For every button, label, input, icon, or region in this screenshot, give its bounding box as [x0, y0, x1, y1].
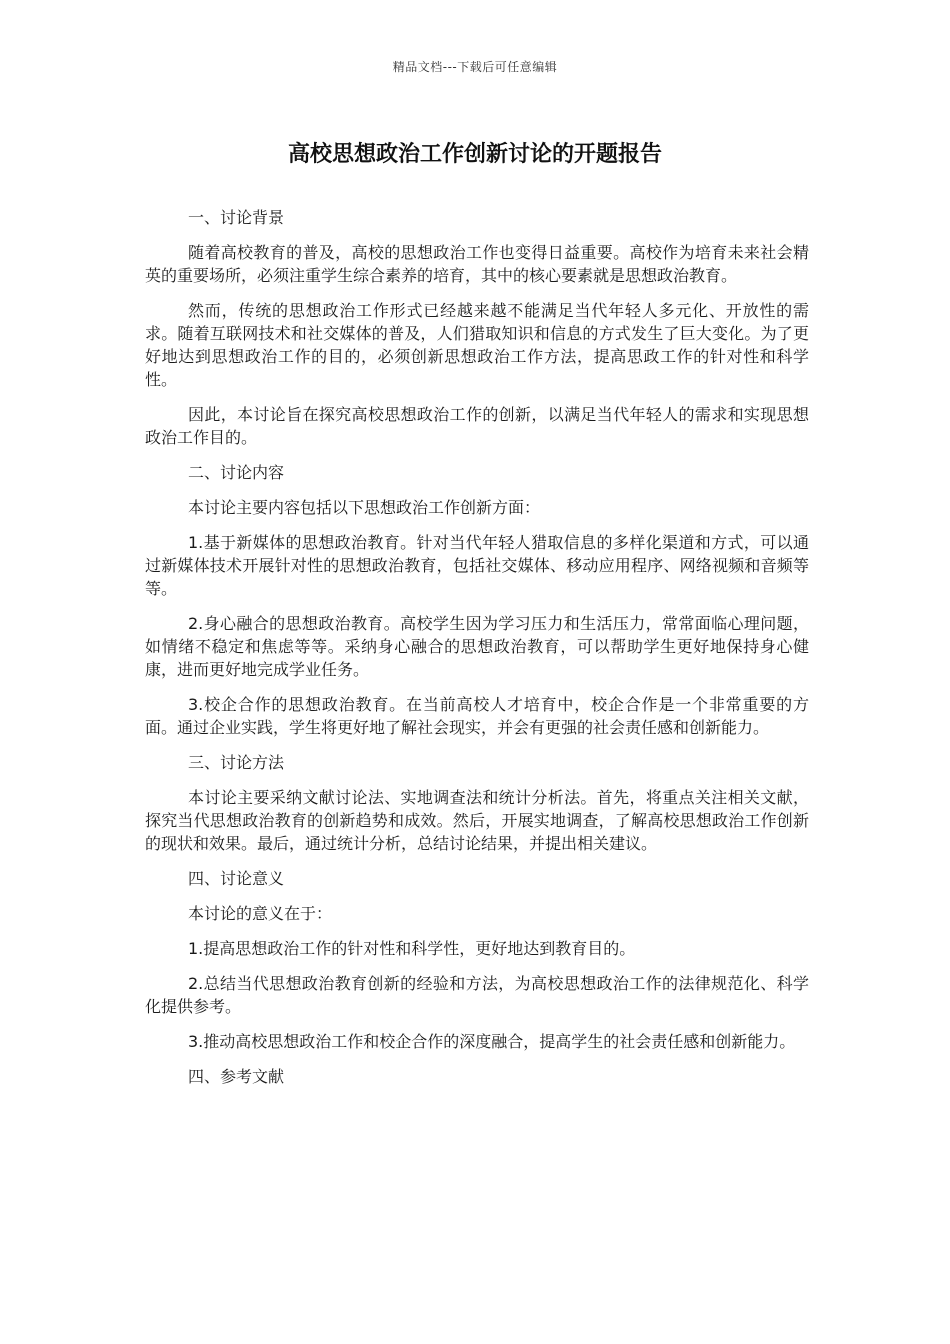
page-title: 高校思想政治工作创新讨论的开题报告: [287, 142, 662, 167]
background-paragraph-3: 因此，本讨论旨在探究高校思想政治工作的创新，以满足当代年轻人的需求和实现思想政治工作目的。: [145, 405, 809, 447]
background-paragraph-2: 然而，传统的思想政治工作形式已经越来越不能满足当代年轻人多元化、开放性的需求。随着互联网技术和社交媒体的普及，人们猎取知识和信息的方式发生了巨大变化。为了更好地达到思想政治工作的目的，必须创新思想政治工作方法，提高思政工作的针对性和科学性。: [145, 301, 809, 389]
content-item-3: 3.校企合作的思想政治教育。在当前高校人才培育中，校企合作是一个非常重要的方面。通过企业实践，学生将更好地了解社会现实，并会有更强的社会责任感和创新能力。: [145, 695, 809, 737]
significance-item-2: 2.总结当代思想政治教育创新的经验和方法，为高校思想政治工作的法律规范化、科学化提供参考。: [145, 974, 809, 1016]
section-heading-significance: 四、讨论意义: [188, 869, 285, 888]
content-intro: 本讨论主要内容包括以下思想政治工作创新方面：: [188, 498, 541, 517]
section-heading-background: 一、讨论背景: [188, 208, 285, 227]
method-paragraph: 本讨论主要采纳文献讨论法、实地调查法和统计分析法。首先，将重点关注相关文献，探究当代思想政治教育的创新趋势和成效。然后，开展实地调查，了解高校思想政治工作创新的现状和效果。最后，通过统计分析，总结讨论结果，并提出相关建议。: [145, 788, 809, 853]
significance-intro: 本讨论的意义在于：: [188, 904, 333, 923]
document-body: [145, 206, 809, 1100]
content-item-2: 2.身心融合的思想政治教育。高校学生因为学习压力和生活压力，常常面临心理问题，如情绪不稳定和焦虑等等。采纳身心融合的思想政治教育，可以帮助学生更好地保持身心健康，进而更好地完成学业任务。: [145, 614, 809, 679]
background-paragraph-1: 随着高校教育的普及，高校的思想政治工作也变得日益重要。高校作为培育未来社会精英的重要场所，必须注重学生综合素养的培育，其中的核心要素就是思想政治教育。: [145, 243, 809, 285]
content-item-1: 1.基于新媒体的思想政治教育。针对当代年轻人猎取信息的多样化渠道和方式，可以通过新媒体技术开展针对性的思想政治教育，包括社交媒体、移动应用程序、网络视频和音频等等。: [145, 533, 809, 598]
significance-item-1: 1.提高思想政治工作的针对性和科学性，更好地达到教育目的。: [188, 939, 636, 958]
significance-item-3: 3.推动高校思想政治工作和校企合作的深度融合，提高学生的社会责任感和创新能力。: [188, 1032, 796, 1051]
section-heading-content: 二、讨论内容: [188, 463, 285, 482]
section-heading-method: 三、讨论方法: [188, 753, 285, 772]
header-note: 精品文档---下载后可任意编辑: [392, 60, 558, 74]
section-heading-references: 四、参考文献: [188, 1067, 285, 1086]
